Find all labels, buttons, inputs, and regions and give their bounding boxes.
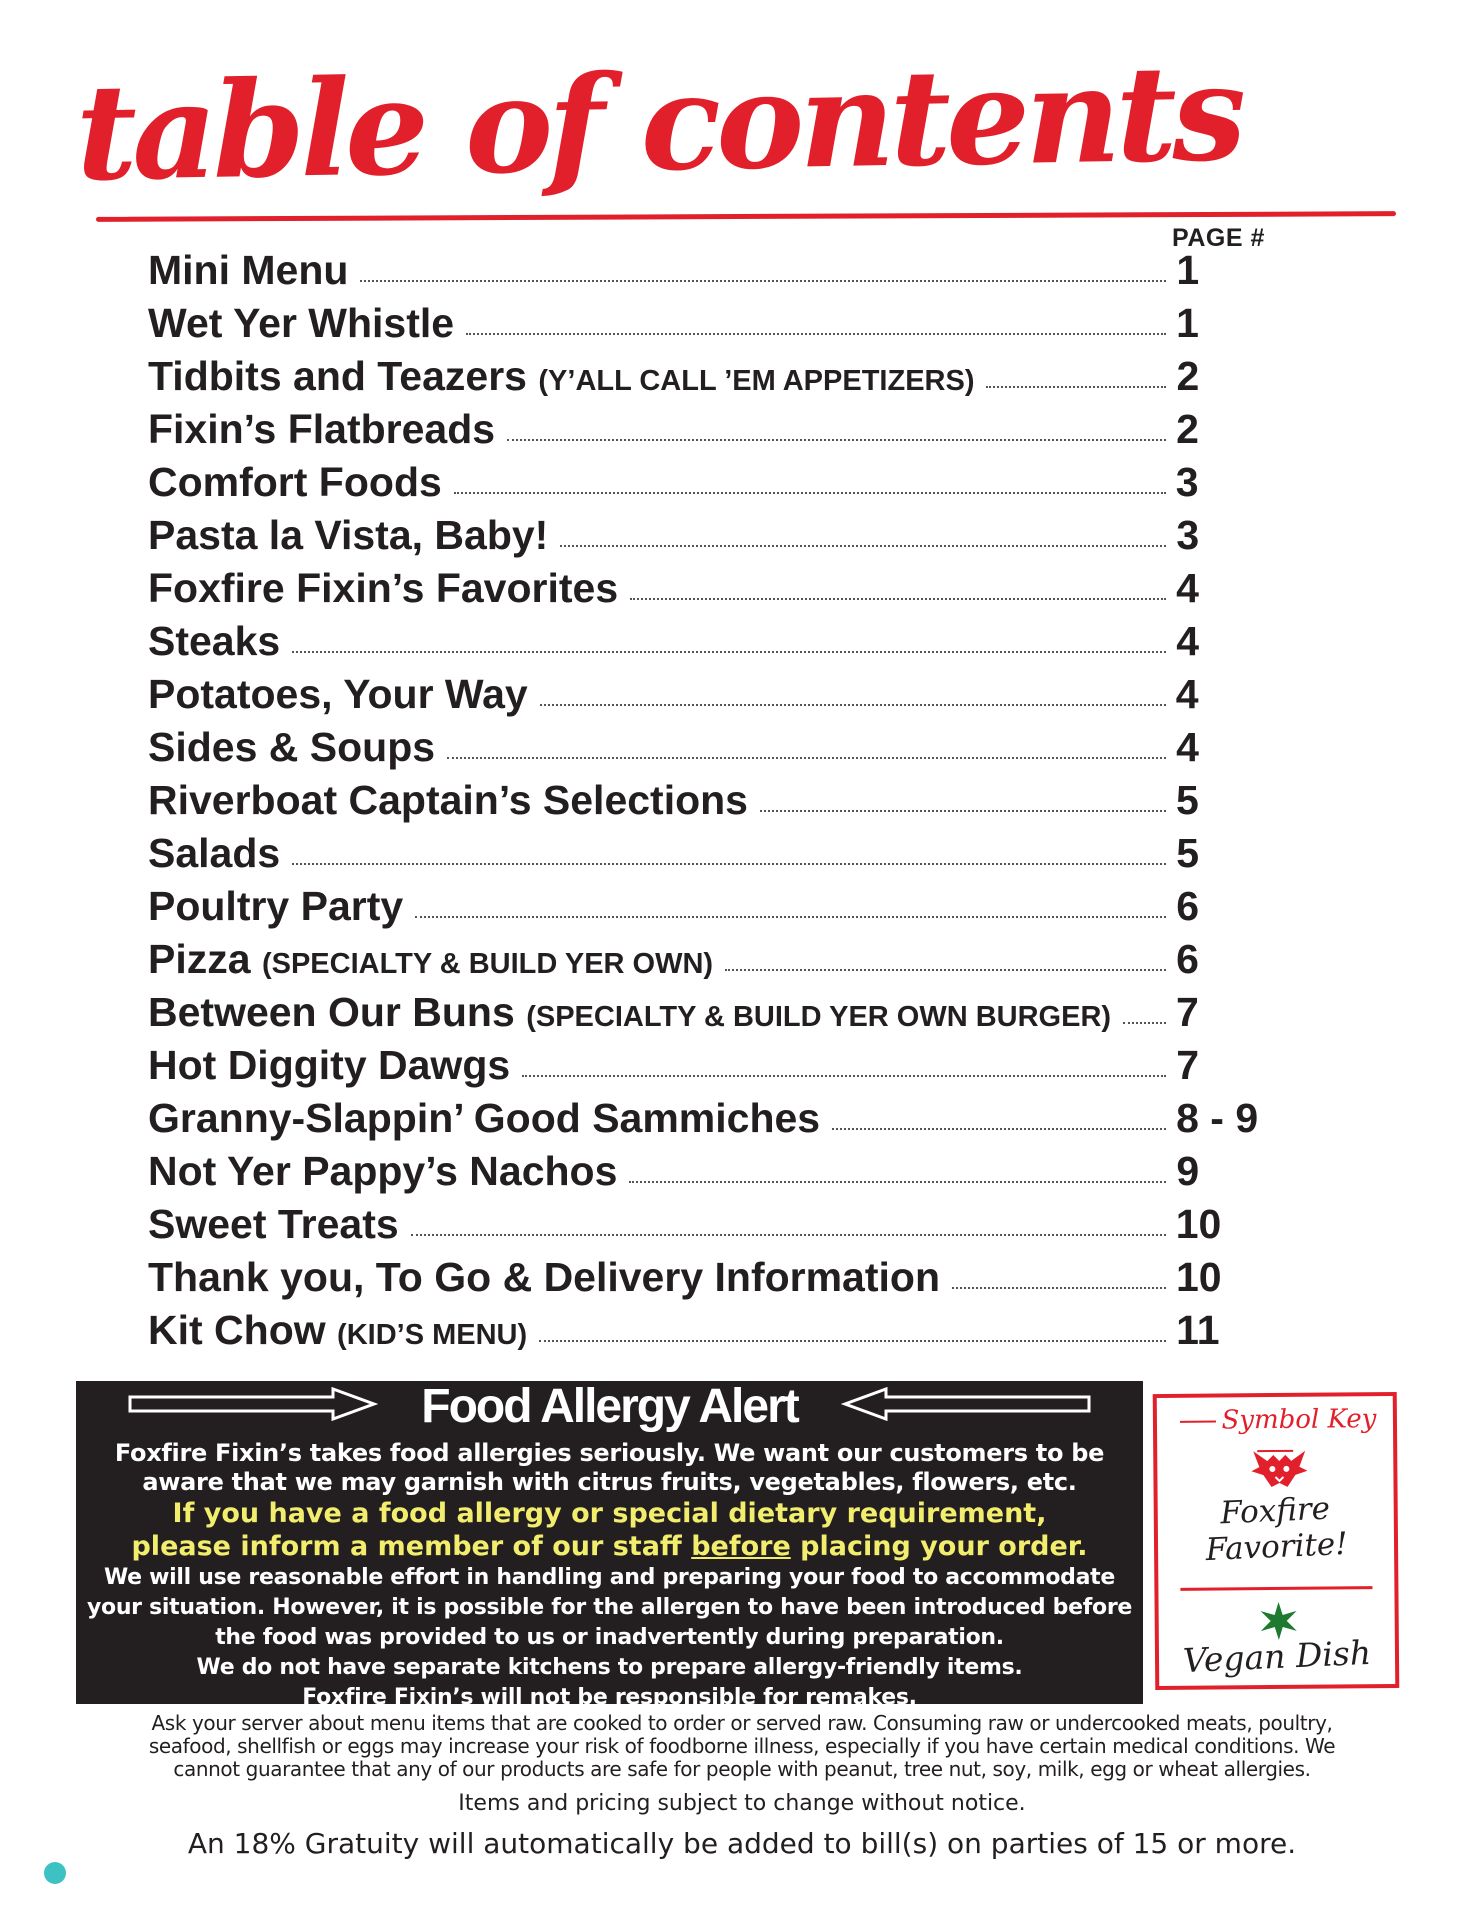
allergy-line: Foxfire Fixin’s will not be responsible for remakes. [302,1685,917,1710]
green-star-icon [1259,1601,1299,1641]
toc-row [148,827,1298,880]
toc-leader-dots [447,757,1166,759]
toc-row [148,244,1298,297]
toc-row [148,1198,1298,1251]
toc-page-number: 7 [1176,1042,1199,1088]
toc-entry-title: Thank you, To Go & Delivery Information [148,1254,940,1300]
toc-entry-subtitle: (SPECIALTY & BUILD YER OWN BURGER) [526,1001,1112,1033]
toc-page-number: 5 [1176,830,1200,876]
toc-entry-title: Fixin’s Flatbreads [148,406,496,452]
toc-page-number: 2 [1176,353,1200,399]
toc-leader-dots [466,333,1166,335]
title-underline [96,211,1396,222]
toc-page-number: 6 [1176,883,1200,929]
toc-entry-title: Kit Chow [148,1307,326,1353]
food-allergy-alert [76,1380,1143,1710]
toc-row [148,1039,1298,1092]
toc-entry-title: Riverboat Captain’s Selections [148,777,748,823]
toc-entry-label [148,827,280,880]
allergy-line: aware that we may garnish with citrus fruits, vegetables, flowers, etc. [142,1468,1077,1496]
symbol-key-title: Symbol Key [1157,1404,1394,1466]
toc-page-number: 9 [1176,1148,1200,1194]
toc-page-number: 3 [1176,512,1200,558]
toc-leader-dots [507,439,1166,441]
allergy-highlight [76,1530,1143,1563]
toc-row [148,615,1298,668]
toc-leader-dots [415,916,1166,918]
toc-page-number: 5 [1176,777,1199,823]
toc-leader-dots [292,651,1166,653]
toc-entry-title: Pizza [148,936,251,982]
allergy-line: Foxfire Fixin’s takes food allergies seriously. We want our customers to be [114,1439,1105,1467]
gratuity-note: An 18% Gratuity will automatically be added to bill(s) on parties of 15 or more. [187,1827,1297,1860]
toc-leader-dots [539,1340,1166,1342]
toc-entry-label [148,456,442,509]
disclaimer-line: seafood, shellfish or eggs may increase your risk of foodborne illness, especially if you have certain medical conditions. We [148,1734,1336,1758]
allergy-line: We do not have separate kitchens to prepare allergy-friendly items. [196,1655,1023,1680]
toc-row [148,721,1298,774]
symbol-key-divider [1180,1586,1372,1591]
allergy-highlight-post: placing your order. [790,1531,1088,1562]
toc-page-number: 4 [1176,724,1199,770]
toc-entry-title: Sides & Soups [148,724,436,770]
toc-page-number: 4 [1176,565,1199,611]
symbol-key [1153,1392,1400,1690]
toc-page-number: 4 [1176,618,1200,664]
toc-entry-title: Poultry Party [148,883,404,929]
page-title: table of contents [74,35,1243,212]
toc-entry-title: Salads [148,830,281,876]
disclaimer-line: Ask your server about menu items that are cooked to order or served raw. Consuming raw or undercooked meats, poultry, [151,1711,1333,1735]
toc-entry-title: Potatoes, Your Way [148,671,528,717]
fox-head-icon [1247,1447,1311,1492]
toc-row [148,933,1298,986]
toc-entry-title: Between Our Buns [148,989,515,1035]
toc-leader-dots [411,1234,1166,1236]
toc-entry-title: Wet Yer Whistle [148,300,455,346]
toc-entry-title: Foxfire Fixin’s Favorites [148,565,619,611]
toc-leader-dots [832,1128,1166,1130]
allergy-highlight: If you have a food allergy or special dietary requirement, [172,1498,1047,1529]
toc-entry-label [148,562,618,615]
page-number-header: PAGE # [1172,224,1265,252]
toc-page-number: 6 [1176,936,1199,982]
teal-dot [44,1862,66,1884]
toc-entry-label [148,774,748,827]
toc-entry-label [148,403,495,456]
toc-entry-title: Granny-Slappin’ Good Sammiches [148,1095,821,1141]
toc-entry-label [148,244,348,297]
toc-leader-dots [454,492,1166,494]
toc-entry-subtitle: (Y’ALL CALL ’EM APPETIZERS) [538,365,975,397]
allergy-line: your situation. However, it is possible for the allergen to have been introduced before [86,1595,1133,1620]
favorite-line: Favorite! [1204,1525,1349,1569]
toc-entry-label [148,1092,820,1145]
toc-page-number: 10 [1176,1254,1222,1300]
toc-leader-dots [630,598,1166,600]
toc-entry-title: Steaks [148,618,281,664]
toc-entry-title: Hot Diggity Dawgs [148,1042,511,1088]
disclaimer-line: cannot guarantee that any of our products are safe for people with peanut, tree nut, soy, milk, egg or wheat allergies. [173,1757,1311,1781]
toc-row [148,774,1298,827]
toc-page-number: 4 [1175,671,1199,717]
toc-page-number: 7 [1176,989,1199,1035]
toc-leader-dots [522,1075,1166,1077]
toc-entry-label [148,1304,527,1362]
toc-leader-dots [292,863,1166,865]
toc-page-number: 1 [1176,247,1200,293]
toc-entry-label [148,880,403,933]
allergy-line: We will use reasonable effort in handling and preparing your food to accommodate [104,1565,1115,1590]
toc-entry-subtitle: (KID’S MENU) [337,1319,528,1351]
toc-leader-dots [540,704,1166,706]
toc-entry-label [148,615,280,668]
vegan-dish-label: Vegan Dish [1182,1632,1372,1681]
toc-row [148,297,1298,350]
toc-leader-dots [952,1287,1166,1289]
toc-row [148,562,1298,615]
toc-entry-subtitle: (SPECIALTY & BUILD YER OWN) [261,948,714,980]
toc-row [148,986,1298,1039]
toc-row [148,880,1298,933]
toc-entry-title: Mini Menu [148,247,349,293]
allergy-highlight-emphasis: before [691,1531,791,1562]
toc-entry-label [148,1251,940,1304]
allergy-line: the food was provided to us or inadvertently during preparation. [215,1625,1004,1650]
toc-entry-label [148,1145,617,1198]
toc-entry-label [148,297,454,350]
allergy-highlight-pre: please inform a member of our staff [131,1531,692,1562]
toc-entry-title: Tidbits and Teazers [148,353,527,399]
toc-leader-dots [760,810,1166,812]
toc-entry-label [148,668,528,721]
toc-row [148,456,1298,509]
toc-leader-dots [560,545,1166,547]
toc-row [148,1304,1298,1357]
toc-entry-label [148,1198,399,1251]
toc-row [148,668,1298,721]
disclaimer [72,1712,1412,1781]
toc-entry-label [148,721,435,774]
toc-entry-title: Pasta la Vista, Baby! [148,512,549,558]
toc-entry-title: Sweet Treats [148,1201,399,1247]
toc-leader-dots [1123,1022,1166,1024]
toc-page-number: 10 [1175,1201,1222,1247]
toc-leader-dots [360,280,1166,282]
toc-leader-dots [629,1181,1166,1183]
toc-entry-label [148,509,548,562]
toc-page-number: 2 [1176,406,1199,452]
allergy-text [76,1439,1143,1713]
toc-row [148,403,1298,456]
toc-entry-label [148,1039,510,1092]
toc-leader-dots [986,386,1166,388]
toc-row [148,509,1298,562]
toc-entry-title: Not Yer Pappy’s Nachos [148,1148,618,1194]
toc-row [148,350,1298,403]
toc-page-number: 1 [1176,300,1199,346]
toc-page-number: 3 [1175,459,1199,505]
toc-row [148,1251,1298,1304]
toc-leader-dots [725,969,1166,971]
foxfire-favorite-label [1156,1488,1395,1570]
allergy-title: Food Allergy Alert [421,1380,798,1433]
toc-page-number: 8 - 9 [1176,1095,1259,1141]
toc-entry-label [148,986,1111,1044]
table-of-contents [148,244,1298,1357]
toc-row [148,1145,1298,1198]
toc-entry-title: Comfort Foods [148,459,442,505]
toc-row [148,1092,1298,1145]
favorite-line: Foxfire [1219,1490,1331,1532]
toc-entry-label [148,350,974,408]
toc-page-number: 11 [1176,1307,1220,1353]
toc-entry-label [148,933,713,991]
pricing-note: Items and pricing subject to change without notice. [458,1791,1026,1816]
